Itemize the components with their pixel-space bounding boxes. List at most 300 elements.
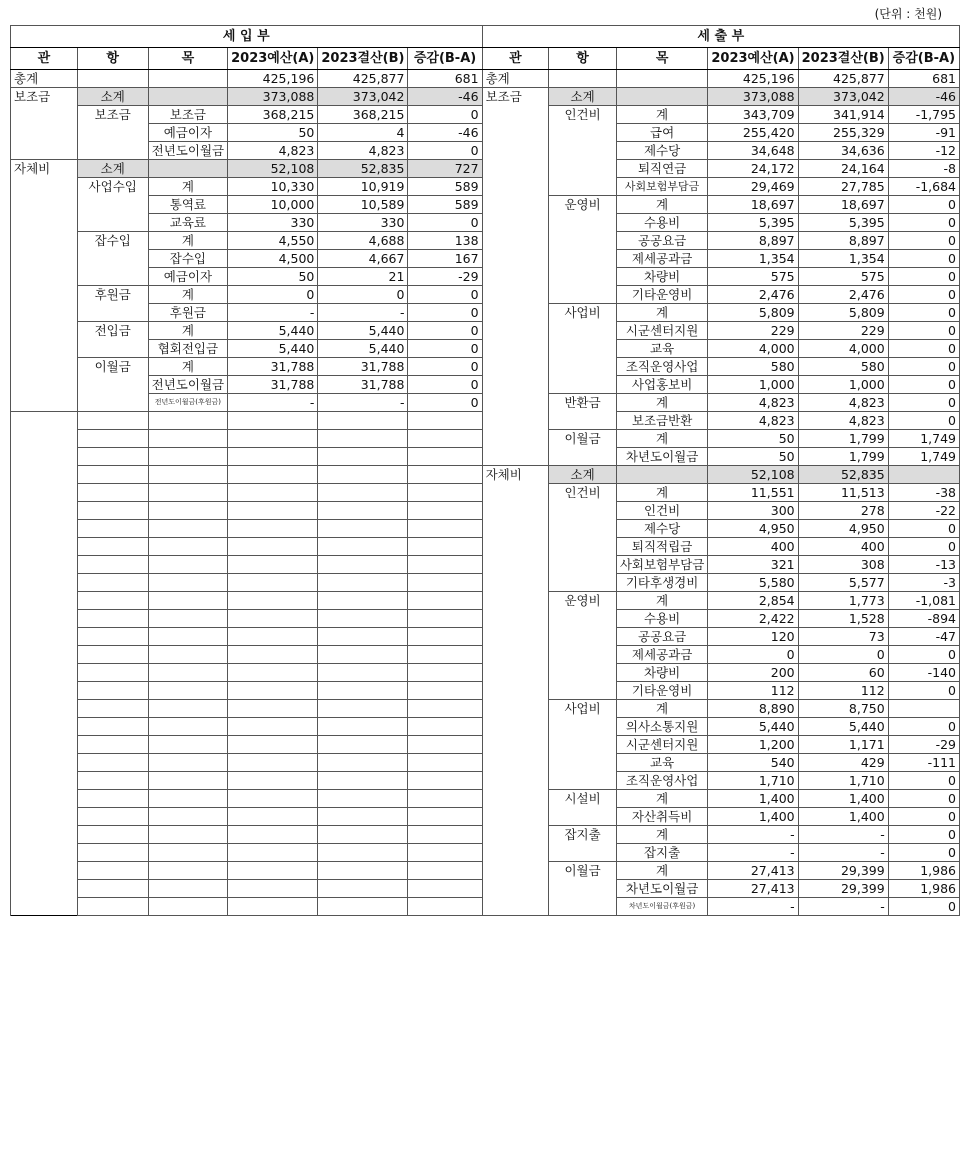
income-mok-cell xyxy=(148,592,227,610)
expense-budget-cell: 1,354 xyxy=(708,250,798,268)
income-hang-cell xyxy=(77,142,148,160)
income-hang-cell xyxy=(77,520,148,538)
income-mok-cell xyxy=(148,754,227,772)
expense-mok-cell: 기타후생경비 xyxy=(616,574,708,592)
expense-mok-cell: 계 xyxy=(616,790,708,808)
income-settlement-cell xyxy=(318,556,408,574)
expense-hang-cell: 사업비 xyxy=(549,304,616,322)
expense-gwan-cell xyxy=(482,862,549,880)
income-budget-cell xyxy=(228,808,318,826)
expense-change-cell: 0 xyxy=(888,772,959,790)
income-change-cell: 0 xyxy=(408,394,482,412)
income-settlement-cell xyxy=(318,610,408,628)
expense-change-cell: -1,795 xyxy=(888,106,959,124)
table-row xyxy=(11,178,960,196)
income-mok-cell xyxy=(148,574,227,592)
expense-budget-cell: 1,200 xyxy=(708,736,798,754)
table-row xyxy=(11,736,960,754)
expense-gwan-cell xyxy=(482,448,549,466)
expense-mok-cell: 제수당 xyxy=(616,142,708,160)
expense-mok-cell: 계 xyxy=(616,862,708,880)
expense-mok-cell: 퇴직적립금 xyxy=(616,538,708,556)
expense-settlement-cell: 11,513 xyxy=(798,484,888,502)
expense-change-cell: 0 xyxy=(888,196,959,214)
expense-settlement-cell: - xyxy=(798,844,888,862)
expense-mok-cell: 사회보험부담금 xyxy=(616,556,708,574)
income-gwan-cell xyxy=(11,178,78,196)
expense-hang-cell xyxy=(549,340,616,358)
income-budget-cell xyxy=(228,862,318,880)
income-hang-cell xyxy=(77,304,148,322)
expense-budget-cell: 400 xyxy=(708,538,798,556)
expense-mok-cell: 사업홍보비 xyxy=(616,376,708,394)
income-budget-cell xyxy=(228,880,318,898)
income-hang-cell xyxy=(77,844,148,862)
income-gwan-cell xyxy=(11,574,78,592)
income-mok-cell: 계 xyxy=(148,358,227,376)
table-row xyxy=(11,538,960,556)
income-mok-cell xyxy=(148,736,227,754)
table-row xyxy=(11,556,960,574)
expense-budget-cell: 373,088 xyxy=(708,88,798,106)
income-mok-cell xyxy=(148,520,227,538)
expense-gwan-cell xyxy=(482,502,549,520)
income-gwan-cell xyxy=(11,754,78,772)
income-mok-cell: 보조금 xyxy=(148,106,227,124)
income-change-cell: 0 xyxy=(408,142,482,160)
income-gwan-cell: 자체비 xyxy=(11,160,78,178)
expense-budget-cell: 27,413 xyxy=(708,880,798,898)
expense-hang-cell xyxy=(549,268,616,286)
income-budget-cell xyxy=(228,448,318,466)
income-budget-cell xyxy=(228,700,318,718)
table-row xyxy=(11,250,960,268)
expense-budget-cell: 24,172 xyxy=(708,160,798,178)
income-gwan-cell xyxy=(11,862,78,880)
expense-mok-cell: 계 xyxy=(616,304,708,322)
expense-hang-cell: 이월금 xyxy=(549,430,616,448)
expense-change-cell xyxy=(888,466,959,484)
table-row xyxy=(11,898,960,916)
expense-change-cell: -13 xyxy=(888,556,959,574)
income-settlement-cell: 21 xyxy=(318,268,408,286)
income-gwan-cell xyxy=(11,232,78,250)
expense-hang-cell xyxy=(549,556,616,574)
expense-settlement-cell: 5,809 xyxy=(798,304,888,322)
income-budget-cell xyxy=(228,574,318,592)
income-change-cell: 138 xyxy=(408,232,482,250)
income-change-cell: 0 xyxy=(408,358,482,376)
expense-gwan-cell xyxy=(482,484,549,502)
income-hang-cell xyxy=(77,538,148,556)
expense-gwan-cell xyxy=(482,520,549,538)
expense-settlement-cell: 5,395 xyxy=(798,214,888,232)
expense-change-cell: 681 xyxy=(888,70,959,88)
expense-settlement-cell: 255,329 xyxy=(798,124,888,142)
income-budget-cell xyxy=(228,412,318,430)
expense-hang-cell: 운영비 xyxy=(549,196,616,214)
income-gwan-cell xyxy=(11,358,78,376)
expense-budget-cell: 52,108 xyxy=(708,466,798,484)
income-budget-cell: 425,196 xyxy=(228,70,318,88)
expense-change-cell: 1,749 xyxy=(888,448,959,466)
expense-gwan-cell xyxy=(482,142,549,160)
expense-change-cell: 0 xyxy=(888,844,959,862)
income-settlement-cell: 5,440 xyxy=(318,340,408,358)
income-change-cell xyxy=(408,844,482,862)
expense-gwan-cell xyxy=(482,394,549,412)
expense-settlement-cell: 4,950 xyxy=(798,520,888,538)
income-change-cell xyxy=(408,736,482,754)
expense-settlement-cell: 24,164 xyxy=(798,160,888,178)
income-gwan-cell xyxy=(11,646,78,664)
income-mok-cell xyxy=(148,700,227,718)
income-hang-cell: 전입금 xyxy=(77,322,148,340)
expense-budget-cell: 4,000 xyxy=(708,340,798,358)
expense-hang-cell xyxy=(549,502,616,520)
income-budget-cell: 373,088 xyxy=(228,88,318,106)
table-row xyxy=(11,160,960,178)
expense-settlement-cell: 229 xyxy=(798,322,888,340)
expense-settlement-cell: 5,577 xyxy=(798,574,888,592)
expense-budget-cell: 2,422 xyxy=(708,610,798,628)
expense-settlement-cell: 1,710 xyxy=(798,772,888,790)
income-hang-cell xyxy=(77,592,148,610)
expense-budget-cell: 255,420 xyxy=(708,124,798,142)
expense-budget-cell: 1,000 xyxy=(708,376,798,394)
table-row xyxy=(11,682,960,700)
expense-change-cell: -12 xyxy=(888,142,959,160)
expense-mok-cell: 계 xyxy=(616,700,708,718)
expense-gwan-cell xyxy=(482,880,549,898)
expense-budget-cell: 343,709 xyxy=(708,106,798,124)
income-budget-cell xyxy=(228,844,318,862)
expense-budget-cell: 34,648 xyxy=(708,142,798,160)
unit-label: (단위 : 천원) xyxy=(874,7,942,21)
income-settlement-cell: 31,788 xyxy=(318,358,408,376)
expense-hang-cell xyxy=(549,772,616,790)
expense-gwan-cell xyxy=(482,574,549,592)
expense-mok-cell: 계 xyxy=(616,196,708,214)
income-hang-cell: 소계 xyxy=(77,160,148,178)
income-settlement-cell: 4,823 xyxy=(318,142,408,160)
expense-gwan-cell xyxy=(482,754,549,772)
header-hang: 항 xyxy=(77,48,148,70)
expense-budget-cell: 300 xyxy=(708,502,798,520)
income-settlement-cell xyxy=(318,448,408,466)
expense-budget-cell: 18,697 xyxy=(708,196,798,214)
income-change-cell: 0 xyxy=(408,106,482,124)
expense-mok-cell: 인건비 xyxy=(616,502,708,520)
header-mok: 목 xyxy=(148,48,227,70)
expense-hang-cell: 인건비 xyxy=(549,484,616,502)
income-budget-cell: 50 xyxy=(228,124,318,142)
table-row xyxy=(11,826,960,844)
income-gwan-cell xyxy=(11,538,78,556)
income-hang-cell: 이월금 xyxy=(77,358,148,376)
table-row xyxy=(11,448,960,466)
expense-hang-cell xyxy=(549,322,616,340)
income-settlement-cell xyxy=(318,502,408,520)
header-gwan: 관 xyxy=(11,48,78,70)
expense-change-cell: 0 xyxy=(888,718,959,736)
income-settlement-cell: 0 xyxy=(318,286,408,304)
expense-hang-cell: 운영비 xyxy=(549,592,616,610)
income-mok-cell: 전년도이월금 xyxy=(148,142,227,160)
expense-budget-cell: 5,809 xyxy=(708,304,798,322)
income-hang-cell xyxy=(77,250,148,268)
income-mok-cell: 통역료 xyxy=(148,196,227,214)
expense-gwan-cell xyxy=(482,412,549,430)
expense-settlement-cell: 52,835 xyxy=(798,466,888,484)
expense-mok-cell: 차량비 xyxy=(616,664,708,682)
expense-change-cell xyxy=(888,700,959,718)
expense-hang-cell: 인건비 xyxy=(549,106,616,124)
expense-settlement-cell: 4,823 xyxy=(798,394,888,412)
income-settlement-cell xyxy=(318,574,408,592)
expense-hang-cell xyxy=(549,250,616,268)
income-mok-cell xyxy=(148,160,227,178)
expense-budget-cell: 4,950 xyxy=(708,520,798,538)
income-title: 세 입 부 xyxy=(11,26,483,48)
income-budget-cell xyxy=(228,826,318,844)
expense-change-cell: 0 xyxy=(888,412,959,430)
expense-change-cell: 0 xyxy=(888,322,959,340)
income-gwan-cell xyxy=(11,700,78,718)
expense-settlement-cell: - xyxy=(798,898,888,916)
header-hang: 항 xyxy=(549,48,616,70)
expense-change-cell: 0 xyxy=(888,520,959,538)
expense-gwan-cell xyxy=(482,610,549,628)
expense-mok-cell: 제세공과금 xyxy=(616,646,708,664)
income-gwan-cell xyxy=(11,304,78,322)
expense-gwan-cell: 보조금 xyxy=(482,88,549,106)
income-change-cell xyxy=(408,430,482,448)
table-row xyxy=(11,700,960,718)
expense-change-cell: -111 xyxy=(888,754,959,772)
income-hang-cell xyxy=(77,124,148,142)
expense-budget-cell: 2,854 xyxy=(708,592,798,610)
expense-hang-cell: 시설비 xyxy=(549,790,616,808)
header-mok: 목 xyxy=(616,48,708,70)
income-settlement-cell xyxy=(318,790,408,808)
income-hang-cell: 후원금 xyxy=(77,286,148,304)
income-change-cell xyxy=(408,574,482,592)
income-change-cell xyxy=(408,790,482,808)
income-change-cell xyxy=(408,754,482,772)
expense-settlement-cell: 60 xyxy=(798,664,888,682)
income-settlement-cell xyxy=(318,826,408,844)
income-budget-cell: - xyxy=(228,304,318,322)
income-budget-cell xyxy=(228,664,318,682)
expense-change-cell: 0 xyxy=(888,376,959,394)
expense-budget-cell: 4,823 xyxy=(708,394,798,412)
expense-hang-cell xyxy=(549,214,616,232)
income-hang-cell xyxy=(77,610,148,628)
table-row xyxy=(11,88,960,106)
income-budget-cell xyxy=(228,556,318,574)
expense-change-cell: 0 xyxy=(888,682,959,700)
expense-gwan-cell xyxy=(482,592,549,610)
expense-budget-cell: 229 xyxy=(708,322,798,340)
expense-mok-cell: 차년도이월금 xyxy=(616,880,708,898)
expense-settlement-cell: 1,000 xyxy=(798,376,888,394)
expense-settlement-cell: 575 xyxy=(798,268,888,286)
expense-settlement-cell: 429 xyxy=(798,754,888,772)
expense-settlement-cell: 4,000 xyxy=(798,340,888,358)
expense-settlement-cell: 341,914 xyxy=(798,106,888,124)
expense-gwan-cell xyxy=(482,250,549,268)
income-mok-cell xyxy=(148,862,227,880)
table-row xyxy=(11,304,960,322)
income-hang-cell xyxy=(77,196,148,214)
table-row xyxy=(11,124,960,142)
expense-hang-cell xyxy=(549,358,616,376)
income-budget-cell xyxy=(228,772,318,790)
expense-gwan-cell xyxy=(482,808,549,826)
expense-hang-cell xyxy=(549,232,616,250)
income-budget-cell: 368,215 xyxy=(228,106,318,124)
expense-gwan-cell xyxy=(482,736,549,754)
income-gwan-cell xyxy=(11,790,78,808)
income-settlement-cell: 52,835 xyxy=(318,160,408,178)
expense-mok-cell: 공공요금 xyxy=(616,628,708,646)
income-gwan-cell xyxy=(11,826,78,844)
income-budget-cell: 4,500 xyxy=(228,250,318,268)
income-mok-cell: 교육료 xyxy=(148,214,227,232)
table-row xyxy=(11,772,960,790)
income-change-cell xyxy=(408,862,482,880)
table-row xyxy=(11,574,960,592)
expense-budget-cell: 580 xyxy=(708,358,798,376)
table-row xyxy=(11,808,960,826)
table-row xyxy=(11,340,960,358)
expense-hang-cell xyxy=(549,142,616,160)
income-gwan-cell xyxy=(11,844,78,862)
income-mok-cell xyxy=(148,790,227,808)
header-settlement: 2023결산(B) xyxy=(798,48,888,70)
income-mok-cell xyxy=(148,466,227,484)
income-gwan-cell xyxy=(11,196,78,214)
expense-mok-cell: 계 xyxy=(616,592,708,610)
expense-gwan-cell xyxy=(482,358,549,376)
expense-gwan-cell xyxy=(482,286,549,304)
expense-hang-cell xyxy=(549,160,616,178)
expense-settlement-cell: 373,042 xyxy=(798,88,888,106)
income-gwan-cell xyxy=(11,592,78,610)
income-mok-cell xyxy=(148,628,227,646)
expense-mok-cell: 사회보험부담금 xyxy=(616,178,708,196)
income-settlement-cell xyxy=(318,808,408,826)
income-change-cell xyxy=(408,592,482,610)
income-gwan-cell: 총계 xyxy=(11,70,78,88)
expense-change-cell: -22 xyxy=(888,502,959,520)
expense-gwan-cell xyxy=(482,898,549,916)
expense-mok-cell: 잡지출 xyxy=(616,844,708,862)
expense-mok-cell: 계 xyxy=(616,394,708,412)
income-mok-cell: 협회전입금 xyxy=(148,340,227,358)
expense-mok-cell: 교육 xyxy=(616,340,708,358)
table-row xyxy=(11,394,960,412)
income-budget-cell xyxy=(228,610,318,628)
header-change: 증감(B-A) xyxy=(888,48,959,70)
expense-gwan-cell xyxy=(482,700,549,718)
income-settlement-cell: - xyxy=(318,394,408,412)
income-mok-cell xyxy=(148,664,227,682)
expense-settlement-cell: 1,171 xyxy=(798,736,888,754)
expense-change-cell: -1,081 xyxy=(888,592,959,610)
income-change-cell xyxy=(408,538,482,556)
income-hang-cell xyxy=(77,898,148,916)
expense-budget-cell: 5,440 xyxy=(708,718,798,736)
expense-budget-cell: 112 xyxy=(708,682,798,700)
table-row xyxy=(11,520,960,538)
expense-settlement-cell: - xyxy=(798,826,888,844)
income-mok-cell xyxy=(148,646,227,664)
expense-hang-cell xyxy=(549,628,616,646)
expense-settlement-cell: 1,773 xyxy=(798,592,888,610)
income-change-cell: 727 xyxy=(408,160,482,178)
expense-gwan-cell xyxy=(482,682,549,700)
income-settlement-cell xyxy=(318,592,408,610)
income-mok-cell xyxy=(148,808,227,826)
expense-gwan-cell: 자체비 xyxy=(482,466,549,484)
income-change-cell: 167 xyxy=(408,250,482,268)
table-row xyxy=(11,718,960,736)
expense-settlement-cell: 1,528 xyxy=(798,610,888,628)
income-budget-cell: 0 xyxy=(228,286,318,304)
income-mok-cell xyxy=(148,610,227,628)
income-change-cell xyxy=(408,826,482,844)
income-mok-cell xyxy=(148,484,227,502)
income-mok-cell xyxy=(148,88,227,106)
expense-gwan-cell xyxy=(482,538,549,556)
income-gwan-cell xyxy=(11,124,78,142)
income-mok-cell: 계 xyxy=(148,232,227,250)
expense-hang-cell: 소계 xyxy=(549,88,616,106)
expense-change-cell: 0 xyxy=(888,250,959,268)
income-mok-cell: 계 xyxy=(148,286,227,304)
income-change-cell xyxy=(408,556,482,574)
expense-hang-cell: 잡지출 xyxy=(549,826,616,844)
income-mok-cell: 전년도이월금(후원금) xyxy=(148,394,227,412)
expense-settlement-cell: 1,400 xyxy=(798,808,888,826)
income-change-cell xyxy=(408,772,482,790)
expense-mok-cell: 계 xyxy=(616,826,708,844)
income-settlement-cell: 4,667 xyxy=(318,250,408,268)
income-hang-cell xyxy=(77,394,148,412)
income-gwan-cell xyxy=(11,142,78,160)
income-hang-cell xyxy=(77,448,148,466)
expense-mok-cell: 보조금반환 xyxy=(616,412,708,430)
expense-gwan-cell xyxy=(482,772,549,790)
expense-settlement-cell: 18,697 xyxy=(798,196,888,214)
income-hang-cell xyxy=(77,664,148,682)
table-row xyxy=(11,646,960,664)
income-gwan-cell xyxy=(11,394,78,412)
expense-gwan-cell xyxy=(482,340,549,358)
income-change-cell: 0 xyxy=(408,376,482,394)
income-budget-cell: 52,108 xyxy=(228,160,318,178)
expense-change-cell: -38 xyxy=(888,484,959,502)
expense-gwan-cell xyxy=(482,214,549,232)
expense-hang-cell xyxy=(549,70,616,88)
income-gwan-cell xyxy=(11,286,78,304)
income-settlement-cell xyxy=(318,430,408,448)
income-mok-cell xyxy=(148,682,227,700)
income-hang-cell xyxy=(77,574,148,592)
expense-mok-cell: 수용비 xyxy=(616,610,708,628)
